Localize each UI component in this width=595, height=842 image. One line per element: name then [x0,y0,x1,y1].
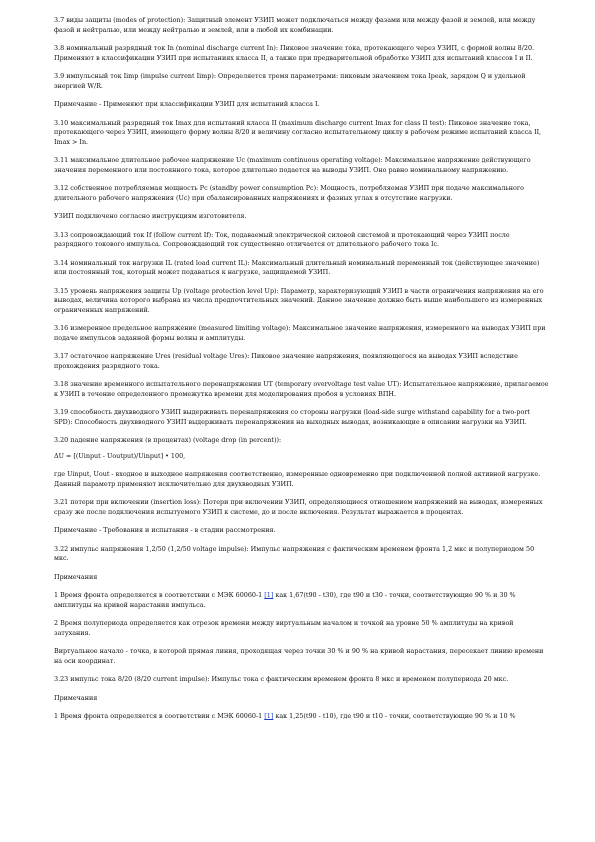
paragraph-27: Примечания [54,693,98,702]
paragraph-9: 3.13 сопровождающий ток If (follow current If): Ток, подаваемый электрической силовой системой и протекающий через УЗИП после разрядного токового импульса. Сопровождающий ток существенно отличается от длительного рабочего тока Ic. [54,230,510,248]
paragraph-12: 3.16 измеренное предельное напряжение (measured limiting voltage): Максимальное значение напряжения, измеренного на выводах УЗИП при подаче импульсов заданной формы волны и амплитуды. [54,324,546,342]
paragraph-22: Примечания [54,572,98,581]
paragraph-24: 2 Время полупериода определяется как отрезок времени между виртуальным началом и точкой на уровне 50 % амплитуды на кривой затухания. [54,619,514,637]
paragraph-15: 3.19 способность двухвводного УЗИП выдерживать перенапряжения со стороны нагрузки (load-side surge withstand capability for a two-port SPD): Способность двухвводного УЗИП выдерживать перенапряжения на выходных выводах, возникающие в описании нагрузки на УЗИП. [54,408,530,426]
paragraph-18: где Uinput, Uout - входное и выходное напряжения соответственно, измеренные одновременно при подключенной полной активной нагрузке. Данный параметр применяют исключительно для двухвводных УЗИП. [54,470,541,488]
paragraph-21: 3.22 импульс напряжения 1,2/50 (1,2/50 voltage impulse): Импульс напряжения с фактическим временем фронта 1,2 мкс и полупериодом 50 мкс. [54,544,535,562]
paragraph-5: 3.10 максимальный разрядный ток Imax для испытаний класса II (maximum discharge current Imax for class II test): Пиковое значение тока, протекающего через УЗИП, имеющего форму волны 8/20 и величину согласно испытательному циклу в рабочем режиме испытаний класса II, Imax > In. [54,118,542,146]
paragraph-16: 3.20 падение напряжения (в процентах) (voltage drop (in percent)): [54,436,282,444]
paragraph-4: Примечание - Применяют при классификации УЗИП для испытаний класса I. [54,100,320,108]
paragraph-10: 3.14 номинальный ток нагрузки IL (rated load current IL): Максимальный длительный номинальный переменный ток (действующее значение) или постоянный ток, который может подаваться к нагрузке, защищаемой УЗИП. [54,258,540,276]
paragraph-11: 3.15 уровень напряжения защиты Up (voltage protection level Up): Параметр, характеризующий УЗИП в части ограничения напряжения на его выводах, величина которого выбрана из числа предпочтительных значений. Данное значение должно быть выше наибольшего из измеренных ограниченных напряжений. [54,286,544,314]
reference-link[interactable]: [1] [264,712,274,720]
paragraph-20: Примечание - Требования и испытания - в стадии рассмотрения. [54,526,276,534]
paragraph-8: УЗИП подключено согласно инструкциям изготовителя. [54,212,247,220]
paragraph-25: Виртуальное начало - точка, в которой прямая линия, проходящая через точки 30 % и 90 % на кривой нарастания, пересекает линию времени на оси координат. [54,647,544,665]
paragraph-13: 3.17 остаточное напряжение Ures (residual voltage Ures): Пиковое значение напряжения, появляющегося на выводах УЗИП вследствие прохождения разрядного тока. [54,352,518,370]
paragraph-1: 3.7 виды защиты (modes of protection): Защитный элемент УЗИП может подключаться между фазами или между фазой и землей, или между фазой и нейтралью, или между нейтралью и землей, или в любой их комбинации. [54,16,536,34]
paragraph-23 [54,591,550,610]
paragraph-17: ΔU = [(Uinput - Uoutput)/Uinput] • 100, [54,451,186,460]
paragraph-7: 3.12 собственное потребляемая мощность Pc (standby power consumption Pc): Мощность, потребляемая УЗИП при подаче максимального длительного рабочего напряжения (Uc) при сбалансированных напряжениях и фазных углах в отсутствие нагрузки. [54,184,525,202]
paragraph-text: как 1,67(t90 - t30), где t90 и t30 - точки, соответствующие 90 % и 30 % амплитуды на кривой нарастания импульса. [54,591,516,609]
reference-link[interactable]: [1] [264,591,274,599]
paragraph-19: 3.21 потери при включении (insertion loss): Потери при включении УЗИП, определяющиеся отношением напряжений на выводах, измеренных сразу же после подключения испытуемого УЗИП к системе, до и после включения. Результат выражается в процентах. [54,498,543,516]
paragraph-text: 1 Время фронта определяется в соответствии с МЭК 60060-1 [54,591,265,599]
paragraph-3: 3.9 импульсный ток Iimp (impulse current Iimp): Определяется тремя параметрами: пиковым значением тока Ipeak, зарядом Q и удельной энергией W/R. [54,72,526,90]
document-body [54,16,550,731]
paragraph-2: 3.8 номинальный разрядный ток In (nominal discharge current In): Пиковое значение тока, протекающего через УЗИП, с формой волны 8/20. Применяют в классификации УЗИП при испытаниях класса II, а также при предварительной обработке УЗИП для испытаний классов I и II. [54,44,535,62]
paragraph-26: 3.23 импульс тока 8/20 (8/20 current impulse): Импульс тока с фактическим временем фронта 8 мкс и временем полупериода 20 мкс. [54,675,509,683]
paragraph-text: как 1,25(t90 - t10), где t90 и t10 - точки, соответствующие 90 % и 10 % [273,712,516,720]
paragraph-28 [54,712,550,722]
paragraph-6: 3.11 максимальное длительное рабочее напряжение Uc (maximum continuous operating voltage): Максимальное напряжение действующего значения переменного или постоянного тока, которое длительно подается на выводы УЗИП. Оно равно номинальному напряжению. [54,156,531,174]
paragraph-text: 1 Время фронта определяется в соответствии с МЭК 60060-1 [54,712,265,720]
paragraph-14: 3.18 значение временного испытательного перенапряжения UT (temporary overvoltage test value UT): Испытательное напряжение, прилагаемое к УЗИП в течение определенного промежутка времени для моделирования пробоя в условиях ВПН. [54,380,549,398]
